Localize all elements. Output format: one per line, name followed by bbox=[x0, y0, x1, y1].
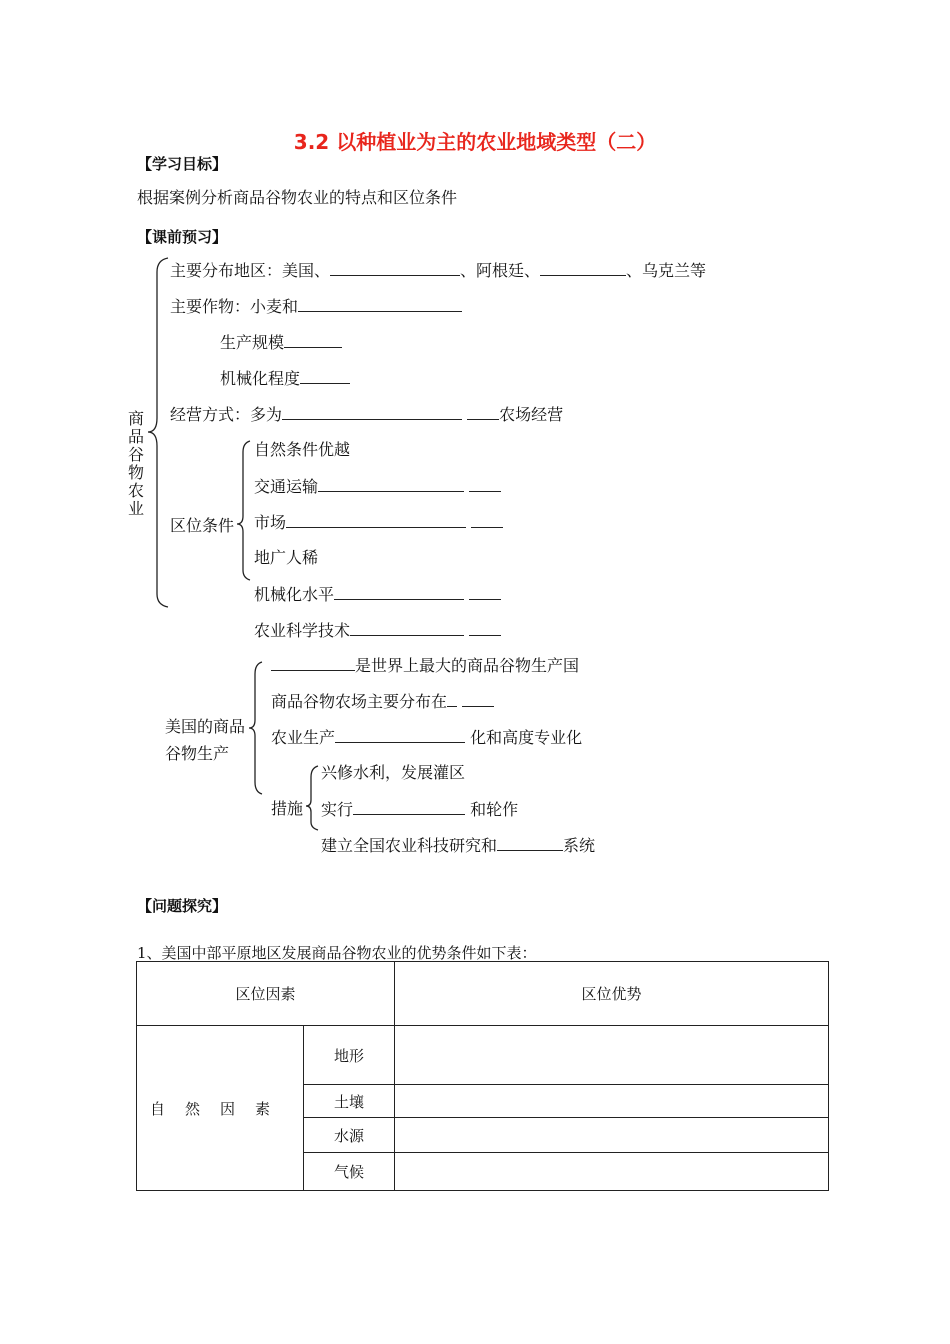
distribution-mid: 、阿根廷、 bbox=[460, 261, 541, 280]
implement-line bbox=[321, 799, 518, 820]
objectives-text: 根据案例分析商品谷物农业的特点和区位条件 bbox=[137, 188, 458, 207]
blank-mechanization-level-1 bbox=[334, 584, 464, 600]
location-conditions: 区位条件 bbox=[170, 516, 235, 535]
blank-system bbox=[497, 835, 563, 851]
preview-header: 【课前预习】 bbox=[137, 228, 228, 246]
farms-line bbox=[271, 691, 494, 712]
management-suffix: 农场经营 bbox=[499, 405, 564, 424]
group-natural: 自然因素 bbox=[137, 1026, 304, 1191]
scale-line bbox=[220, 332, 342, 353]
production-line bbox=[271, 727, 582, 748]
blank-implement bbox=[353, 799, 465, 815]
blank-distribution-1 bbox=[330, 260, 460, 276]
system-prefix: 建立全国农业科技研究和 bbox=[321, 836, 498, 855]
market-label: 市场 bbox=[254, 513, 287, 532]
mechanization-level-line bbox=[254, 584, 501, 605]
implement-suffix: 和轮作 bbox=[470, 800, 519, 819]
blank-largest bbox=[271, 655, 355, 671]
distribution-prefix: 主要分布地区：美国、 bbox=[170, 261, 331, 280]
system-line bbox=[321, 835, 595, 856]
distribution-line bbox=[170, 260, 706, 281]
header-factor: 区位因素 bbox=[137, 962, 395, 1026]
blank-transport-1 bbox=[318, 476, 464, 492]
natural-conditions: 自然条件优越 bbox=[254, 440, 351, 459]
advantage-table bbox=[136, 961, 829, 1191]
crops-line bbox=[170, 296, 462, 317]
question-text: 1、美国中部平原地区发展商品谷物农业的优势条件如下表： bbox=[137, 944, 537, 962]
row-terrain-label: 地形 bbox=[304, 1026, 395, 1085]
usa-label-1: 美国的商品 bbox=[165, 717, 246, 736]
mechanization-level-label: 机械化水平 bbox=[254, 585, 335, 604]
management-prefix: 经营方式：多为 bbox=[170, 405, 283, 424]
crops-label: 主要作物：小麦和 bbox=[170, 297, 299, 316]
row-climate-label: 气候 bbox=[304, 1153, 395, 1191]
vertical-label: 商品谷物农业 bbox=[127, 409, 144, 518]
blank-crops bbox=[298, 296, 462, 312]
blank-mechanization-level-2 bbox=[469, 584, 501, 600]
header-advantage: 区位优势 bbox=[395, 962, 829, 1026]
page-title: 3.2 以种植业为主的农业地域类型（二） bbox=[293, 130, 657, 154]
production-prefix: 农业生产 bbox=[271, 728, 336, 747]
agri-tech-line bbox=[254, 620, 501, 641]
distribution-suffix: 、乌克兰等 bbox=[626, 261, 707, 280]
blank-market-1 bbox=[286, 512, 466, 528]
blank-mechanization-degree bbox=[300, 368, 350, 384]
blank-management-1 bbox=[282, 404, 462, 420]
blank-production bbox=[335, 727, 465, 743]
blank-farms-2 bbox=[462, 691, 494, 707]
land: 地广人稀 bbox=[254, 548, 319, 567]
system-suffix: 系统 bbox=[563, 836, 596, 855]
blank-market-2 bbox=[471, 512, 503, 528]
largest-text: 是世界上最大的商品谷物生产国 bbox=[355, 656, 580, 675]
blank-farms-1 bbox=[447, 691, 457, 707]
transport-line bbox=[254, 476, 501, 497]
mechanization-degree-line bbox=[220, 368, 350, 389]
transport-label: 交通运输 bbox=[254, 477, 319, 496]
irrigation: 兴修水利，发展灌区 bbox=[321, 763, 466, 782]
blank-agri-tech-1 bbox=[350, 620, 464, 636]
blank-agri-tech-2 bbox=[469, 620, 501, 636]
row-water-answer[interactable] bbox=[395, 1118, 829, 1153]
inquiry-header: 【问题探究】 bbox=[137, 897, 228, 915]
usa-label-2: 谷物生产 bbox=[165, 744, 230, 763]
agri-tech-label: 农业科学技术 bbox=[254, 621, 351, 640]
implement-prefix: 实行 bbox=[321, 800, 354, 819]
blank-distribution-2 bbox=[540, 260, 626, 276]
row-terrain-answer[interactable] bbox=[395, 1026, 829, 1085]
blank-transport-2 bbox=[469, 476, 501, 492]
management-line bbox=[170, 404, 563, 425]
row-water-label: 水源 bbox=[304, 1118, 395, 1153]
objectives-header: 【学习目标】 bbox=[137, 155, 228, 173]
row-climate-answer[interactable] bbox=[395, 1153, 829, 1191]
measures-label: 措施 bbox=[271, 799, 304, 818]
blank-management-2 bbox=[467, 404, 499, 420]
scale-label: 生产规模 bbox=[220, 333, 285, 352]
farms-prefix: 商品谷物农场主要分布在 bbox=[271, 692, 448, 711]
market-line bbox=[254, 512, 503, 533]
production-suffix: 化和高度专业化 bbox=[470, 728, 583, 747]
row-soil-answer[interactable] bbox=[395, 1085, 829, 1118]
row-soil-label: 土壤 bbox=[304, 1085, 395, 1118]
blank-scale bbox=[284, 332, 342, 348]
mechanization-degree-label: 机械化程度 bbox=[220, 369, 301, 388]
largest-line bbox=[271, 655, 579, 676]
